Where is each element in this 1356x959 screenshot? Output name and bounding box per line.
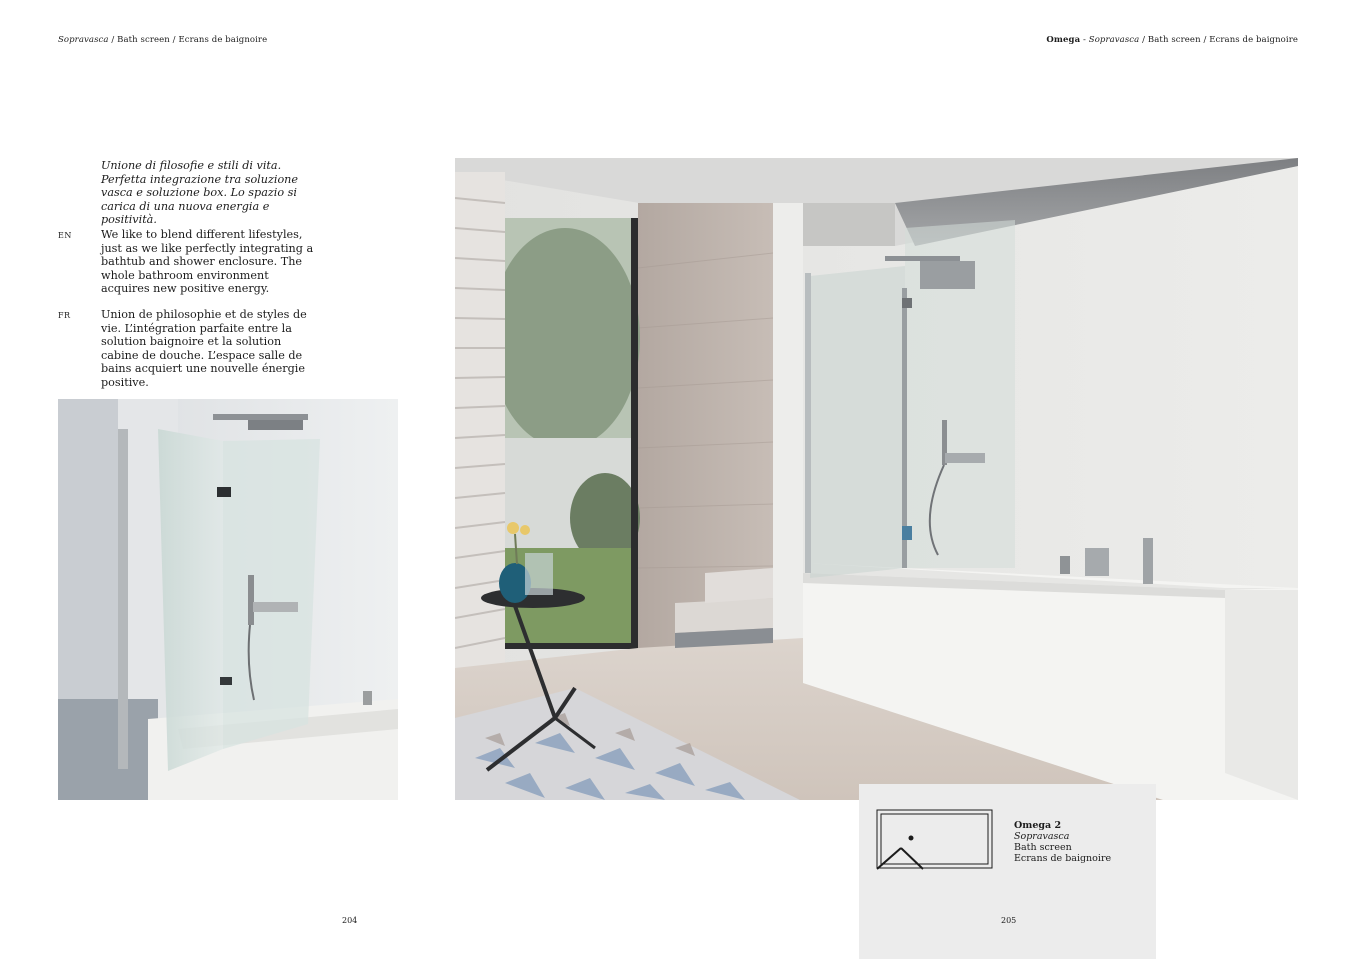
detail-photo	[58, 399, 398, 800]
header-right-rest: / Bath screen / Ecrans de baignoire	[1139, 35, 1298, 45]
paragraph-fr: Union de philosophie et de styles de vie. L’intégration parfaite entre la solution baignoire et la solution cabine de douche. L’espace salle de bains acquiert une nouvelle énergie positive.	[101, 308, 307, 389]
page-number-left: 204	[342, 916, 358, 925]
lang-tag-fr: FR	[58, 311, 71, 320]
bath-screen-diagram-icon	[876, 808, 994, 872]
header-left-italic: Sopravasca	[58, 35, 109, 45]
header-right	[1046, 35, 1298, 45]
paragraph-en: We like to blend different lifestyles, just as we like perfectly integrating a bathtub and shower enclosure. The whole bathroom environment acquires new positive energy.	[101, 228, 314, 296]
header-left-rest: / Bath screen / Ecrans de baignoire	[108, 35, 268, 45]
header-right-italic: Sopravasca	[1088, 35, 1140, 45]
intro-italian: Unione di filosofie e stili di vita. Perfetta integrazione tra soluzione vasca e soluzione box. Lo spazio si carica di una nuova energia e positività.	[101, 159, 299, 227]
lang-tag-en: EN	[58, 231, 72, 240]
product-name: Omega 2	[1014, 820, 1062, 831]
bathroom-photo-illustration	[455, 158, 1298, 800]
product-type-fr: Ecrans de baignoire	[1014, 853, 1112, 864]
product-type-it: Sopravasca	[1014, 831, 1070, 842]
product-type-en: Bath screen	[1014, 842, 1072, 853]
page-number-right: 205	[1001, 916, 1017, 925]
bathroom-photo	[455, 158, 1298, 800]
header-left	[58, 35, 267, 45]
header-right-brand: Omega	[1046, 35, 1081, 45]
detail-photo-illustration	[58, 399, 398, 800]
header-right-sep: -	[1080, 35, 1089, 45]
